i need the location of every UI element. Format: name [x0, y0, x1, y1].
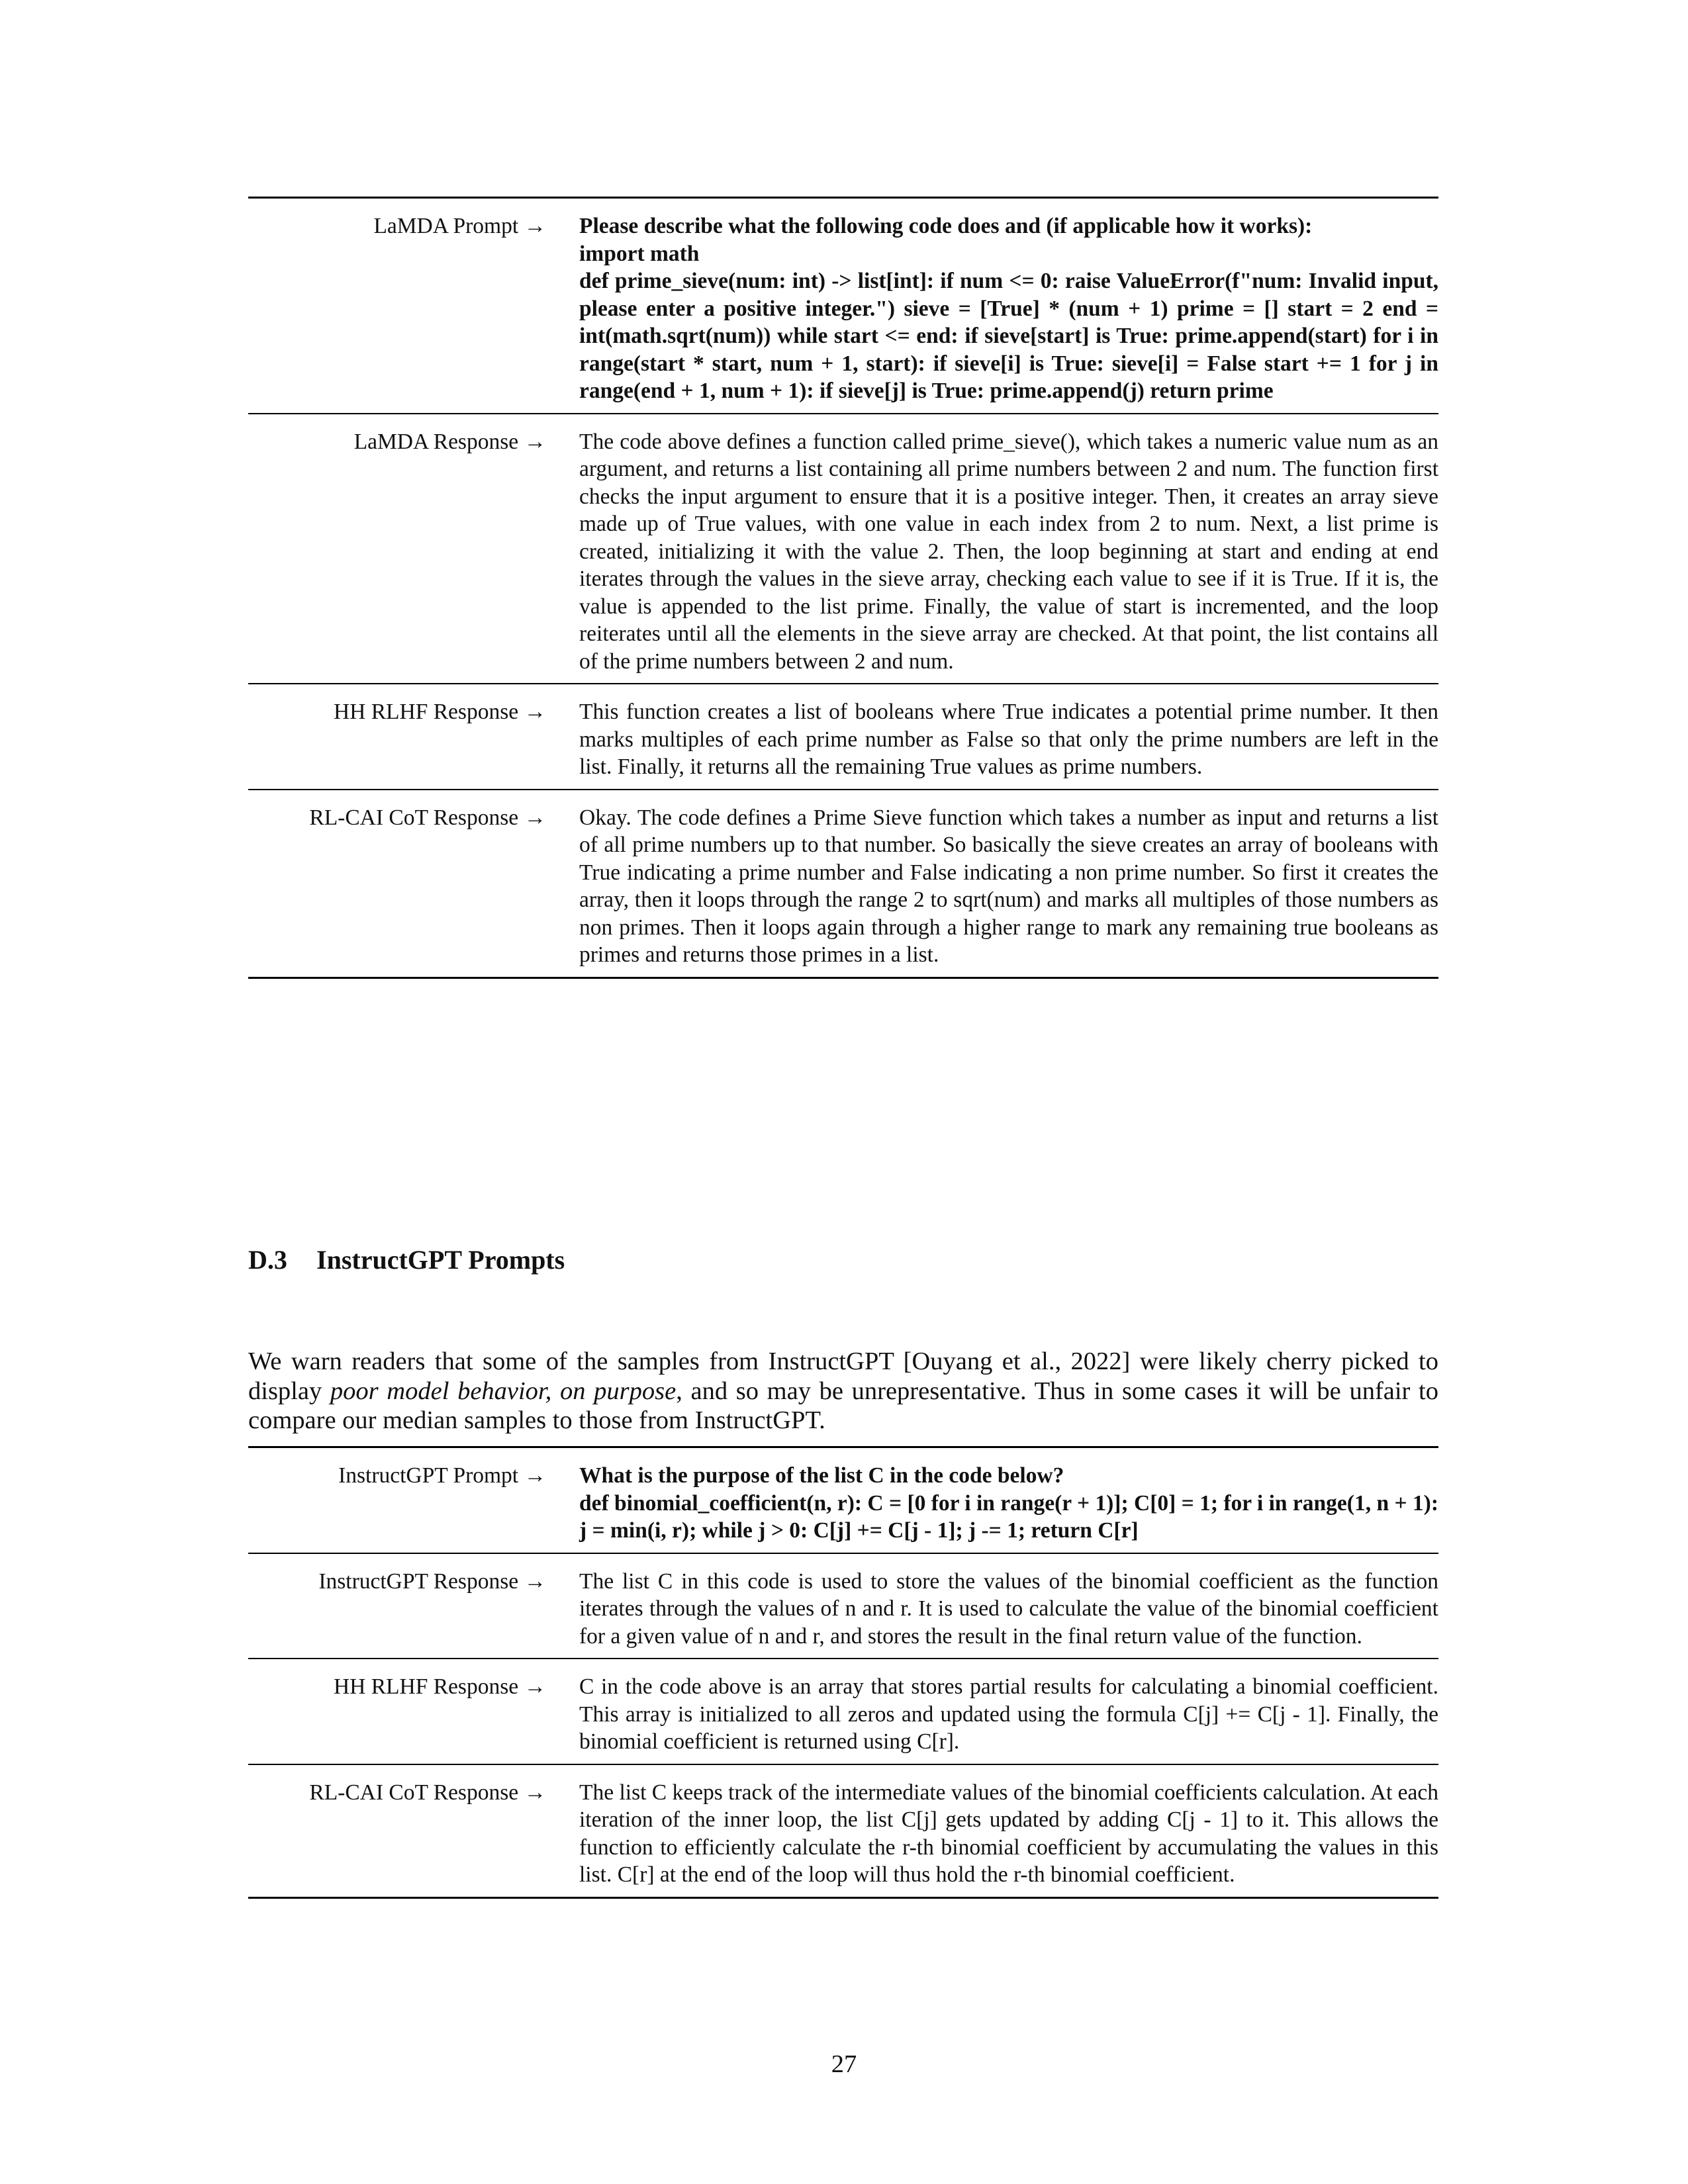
paragraph-text: We warn readers that some of the samples from InstructGPT [Ouyang et al., 2022] were likely cherry picked to display [248, 1347, 1438, 1405]
prompt-text [579, 212, 1438, 405]
response-text: C in the code above is an array that stores partial results for calculating a binomial coefficient. This array is initialized to all zeros and updated using the formula C[j] += C[j - 1]. Finally, the binomial coefficient is returned using C[r]. [579, 1674, 1438, 1754]
comparison-table-lamda [248, 197, 1438, 979]
table-row [248, 1658, 1438, 1764]
section-number: D.3 [248, 1245, 287, 1275]
response-text: This function creates a list of booleans where True indicates a potential prime number. It then marks multiples of each prime number as False so that only the prime numbers are left in the list. Finally, it returns all the remaining True values as prime numbers. [579, 700, 1438, 779]
table-row [248, 683, 1438, 789]
table-row [248, 1553, 1438, 1659]
prompt-code-import: import math [579, 241, 700, 266]
prompt-code: def binomial_coefficient(n, r): C = [0 for i in range(r + 1)]; C[0] = 1; for i in range(1, n + 1): j = min(i, r); while j > 0: C[j] += C[j - 1]; j -= 1; return C[r] [579, 1490, 1438, 1543]
table-row [248, 1764, 1438, 1899]
comparison-table-instructgpt [248, 1446, 1438, 1899]
row-label: HH RLHF Response → [333, 1674, 546, 1699]
response-text: The list C keeps track of the intermediate values of the binomial coefficients calculation. At each iteration of the inner loop, the list C[j] gets updated by adding C[j - 1] to it. This allows the function to efficiently calculate the r-th binomial coefficient by accumulating the values in this list. C[r] at the end of the loop will thus hold the r-th binomial coefficient. [579, 1780, 1438, 1887]
row-label: InstructGPT Prompt → [338, 1463, 546, 1488]
prompt-question: Please describe what the following code does and (if applicable how it works): [579, 214, 1313, 238]
row-label: LaMDA Response → [353, 429, 546, 454]
row-label: RL-CAI CoT Response → [309, 805, 546, 830]
response-text: The code above defines a function called prime_sieve(), which takes a numeric value num as an argument, and returns a list containing all prime numbers between 2 and num. The function first checks the input argument to ensure that it is a positive integer. Then, it creates an array sieve made up of True values, with one value in each index from 2 to num. Next, a list prime is created, initializing it with the value 2. Then, the loop beginning at start and ending at end iterates through the values in the sieve array, checking each value to see if it is True. If it is, the value is appended to the list prime. Finally, the value of start is incremented, and the loop reiterates until all the elements in the sieve array are checked. At that point, the list contains all of the prime numbers between 2 and num. [579, 429, 1438, 674]
page-number: 27 [831, 2050, 857, 2078]
row-label: InstructGPT Response → [318, 1569, 546, 1594]
row-label: RL-CAI CoT Response → [309, 1780, 546, 1805]
table-row [248, 197, 1438, 413]
paragraph-emphasis: poor model behavior, on purpose [330, 1377, 677, 1405]
response-text: Okay. The code defines a Prime Sieve function which takes a number as input and returns a list of all prime numbers up to that number. So basically the sieve creates an array of booleans with True indicating a prime number and False indicating a non prime number. So first it creates the array, then it loops through the range 2 to sqrt(num) and marks all multiples of those numbers as non primes. Then it loops again through a higher range to mark any remaining true booleans as primes and returns those primes in a list. [579, 805, 1438, 967]
table-row [248, 1446, 1438, 1553]
body-paragraph [248, 1347, 1438, 1435]
section-title: InstructGPT Prompts [316, 1245, 565, 1275]
table-row [248, 789, 1438, 979]
row-label: HH RLHF Response → [333, 700, 546, 724]
paragraph-text: , and so may be unrepresentative. Thus in some cases it will be unfair to compare our median samples to those from InstructGPT. [248, 1377, 1438, 1434]
table-row [248, 413, 1438, 684]
section-heading [248, 1244, 565, 1276]
prompt-code: def prime_sieve(num: int) -> list[int]: if num <= 0: raise ValueError(f"num: Invalid input, please enter a positive integer.") sieve = [True] * (num + 1) prime = [] start = 2 end = int(math.sqrt(num)) while start <= end: if sieve[start] is True: prime.append(start) for i in range(start * start, num + 1, start): if sieve[i] is True: sieve[i] = False start += 1 for j in range(end + 1, num + 1): if sieve[j] is True: prime.append(j) return prime [579, 269, 1438, 403]
prompt-question: What is the purpose of the list C in the code below? [579, 1463, 1064, 1488]
row-label: LaMDA Prompt → [373, 214, 546, 238]
response-text: The list C in this code is used to store the values of the binomial coefficient as the function iterates through the values of n and r. It is used to calculate the value of the binomial coefficient for a given value of n and r, and stores the result in the final return value of the function. [579, 1569, 1438, 1649]
prompt-text [579, 1462, 1438, 1545]
